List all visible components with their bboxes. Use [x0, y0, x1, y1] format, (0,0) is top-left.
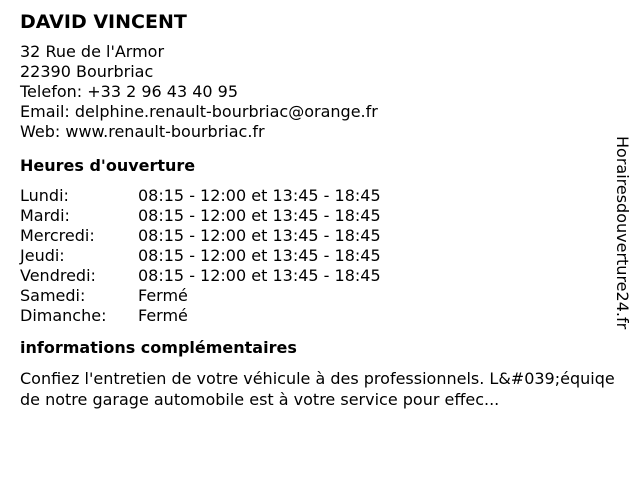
- hours-value: Fermé: [138, 286, 188, 305]
- additional-info-title: informations complémentaires: [20, 338, 297, 357]
- hours-row-tuesday: [20, 206, 605, 226]
- hours-value: 08:15 - 12:00 et 13:45 - 18:45: [138, 206, 381, 225]
- day-label: Jeudi:: [20, 246, 65, 265]
- additional-info-text: Confiez l'entretien de votre véhicule à des professionnels. L&#039;équiqe de notre garage automobile est à votre service pour effec...: [20, 369, 615, 409]
- hours-value: 08:15 - 12:00 et 13:45 - 18:45: [138, 186, 381, 205]
- site-watermark: Horairesdouverture24.fr: [613, 136, 632, 330]
- day-label: Mardi:: [20, 206, 70, 225]
- hours-row-sunday: [20, 306, 605, 326]
- hours-value: 08:15 - 12:00 et 13:45 - 18:45: [138, 266, 381, 285]
- address-street: 32 Rue de l'Armor: [20, 42, 165, 61]
- day-label: Dimanche:: [20, 306, 107, 325]
- opening-hours-table: [20, 186, 605, 326]
- email-address: Email: delphine.renault-bourbriac@orange.fr: [20, 102, 378, 121]
- day-label: Samedi:: [20, 286, 86, 305]
- contact-block: [20, 42, 605, 142]
- opening-hours-title: Heures d'ouverture: [20, 156, 196, 175]
- day-label: Lundi:: [20, 186, 69, 205]
- hours-row-monday: [20, 186, 605, 206]
- hours-value: 08:15 - 12:00 et 13:45 - 18:45: [138, 246, 381, 265]
- business-name: DAVID VINCENT: [20, 11, 187, 33]
- hours-row-saturday: [20, 286, 605, 306]
- business-card: [20, 10, 615, 410]
- hours-value: Fermé: [138, 306, 188, 325]
- address-city: 22390 Bourbriac: [20, 62, 154, 81]
- hours-row-friday: [20, 266, 605, 286]
- website-address: Web: www.renault-bourbriac.fr: [20, 122, 265, 141]
- hours-row-thursday: [20, 246, 605, 266]
- day-label: Mercredi:: [20, 226, 95, 245]
- day-label: Vendredi:: [20, 266, 96, 285]
- hours-value: 08:15 - 12:00 et 13:45 - 18:45: [138, 226, 381, 245]
- hours-row-wednesday: [20, 226, 605, 246]
- phone-number: Telefon: +33 2 96 43 40 95: [20, 82, 239, 101]
